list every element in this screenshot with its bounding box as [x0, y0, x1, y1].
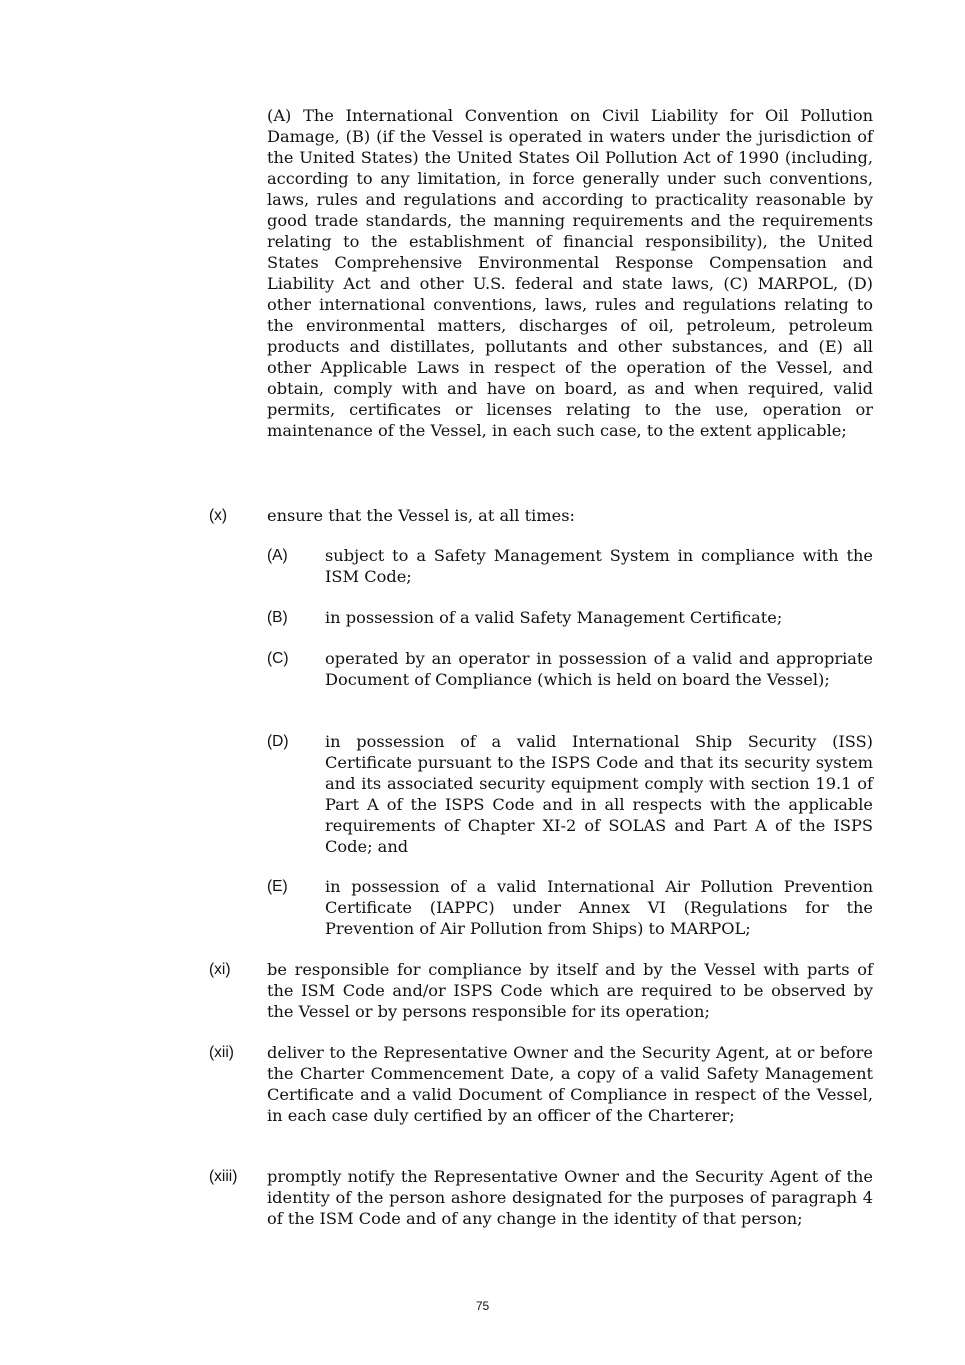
- subclause-number: (E): [267, 878, 288, 895]
- clause-number: (xi): [209, 961, 231, 978]
- clause-text: be responsible for compliance by itself and by the Vessel with parts of the ISM Code and/or ISPS Code which are required to be observed by the Vessel or by persons responsible for its operation;: [267, 960, 873, 1021]
- clause-text: promptly notify the Representative Owner and the Security Agent of the identity of the person ashore designated for the purposes of paragraph 4 of the ISM Code and of any change in the identity of that person;: [267, 1167, 873, 1228]
- subclause-text: in possession of a valid Safety Management Certificate;: [325, 608, 783, 627]
- subclause-number: (C): [267, 650, 289, 667]
- subclause-text: subject to a Safety Management System in compliance with the ISM Code;: [325, 546, 873, 586]
- page-number: 75: [475, 1299, 490, 1313]
- clause-text: deliver to the Representative Owner and the Security Agent, at or before the Charter Commencement Date, a copy of a valid Safety Management Certificate and a valid Document of Compliance in respect of the Vessel, in each case duly certified by an officer of the Charterer;: [267, 1043, 873, 1125]
- intro-paragraph: (A) The International Convention on Civil Liability for Oil Pollution Damage, (B) (if the Vessel is operated in waters under the jurisdiction of the United States) the United States Oil Pollution Act of 1990 (including, according to any limitation, in force generally under such conventions, laws, rules and regulations and according to practicality reasonable by good trade standards, the manning requirements and the requirements relating to the establishment of financial responsibility), the United States Comprehensive Environmental Response Compensation and Liability Act and other U.S. federal and state laws, (C) MARPOL, (D) other international conventions, laws, rules and regulations relating to the environmental matters, discharges of oil, petroleum, petroleum products and distillates, pollutants and other substances, and (E) all other Applicable Laws in respect of the operation of the Vessel, and obtain, comply with and have on board, as and when required, valid permits, certificates or licenses relating to the use, operation or maintenance of the Vessel, in each such case, to the extent applicable;: [267, 106, 873, 440]
- clause-number: (x): [209, 507, 228, 524]
- subclause-text: in possession of a valid International Ship Security (ISS) Certificate pursuant to the ISPS Code and that its security system and its associated security equipment comply with section 19.1 of Part A of the ISPS Code and in all respects with the applicable requirements of Chapter XI-2 of SOLAS and Part A of the ISPS Code; and: [325, 732, 873, 856]
- clause-number: (xiii): [209, 1168, 238, 1185]
- clause-text: ensure that the Vessel is, at all times:: [267, 506, 575, 525]
- subclause-text: in possession of a valid International Air Pollution Prevention Certificate (IAPPC) under Annex VI (Regulations for the Prevention of Air Pollution from Ships) to MARPOL;: [325, 877, 873, 938]
- subclause-number: (A): [267, 547, 288, 564]
- subclause-number: (B): [267, 609, 288, 626]
- subclause-text: operated by an operator in possession of a valid and appropriate Document of Compliance (which is held on board the Vessel);: [325, 649, 873, 689]
- clause-number: (xii): [209, 1044, 234, 1061]
- subclause-number: (D): [267, 733, 289, 750]
